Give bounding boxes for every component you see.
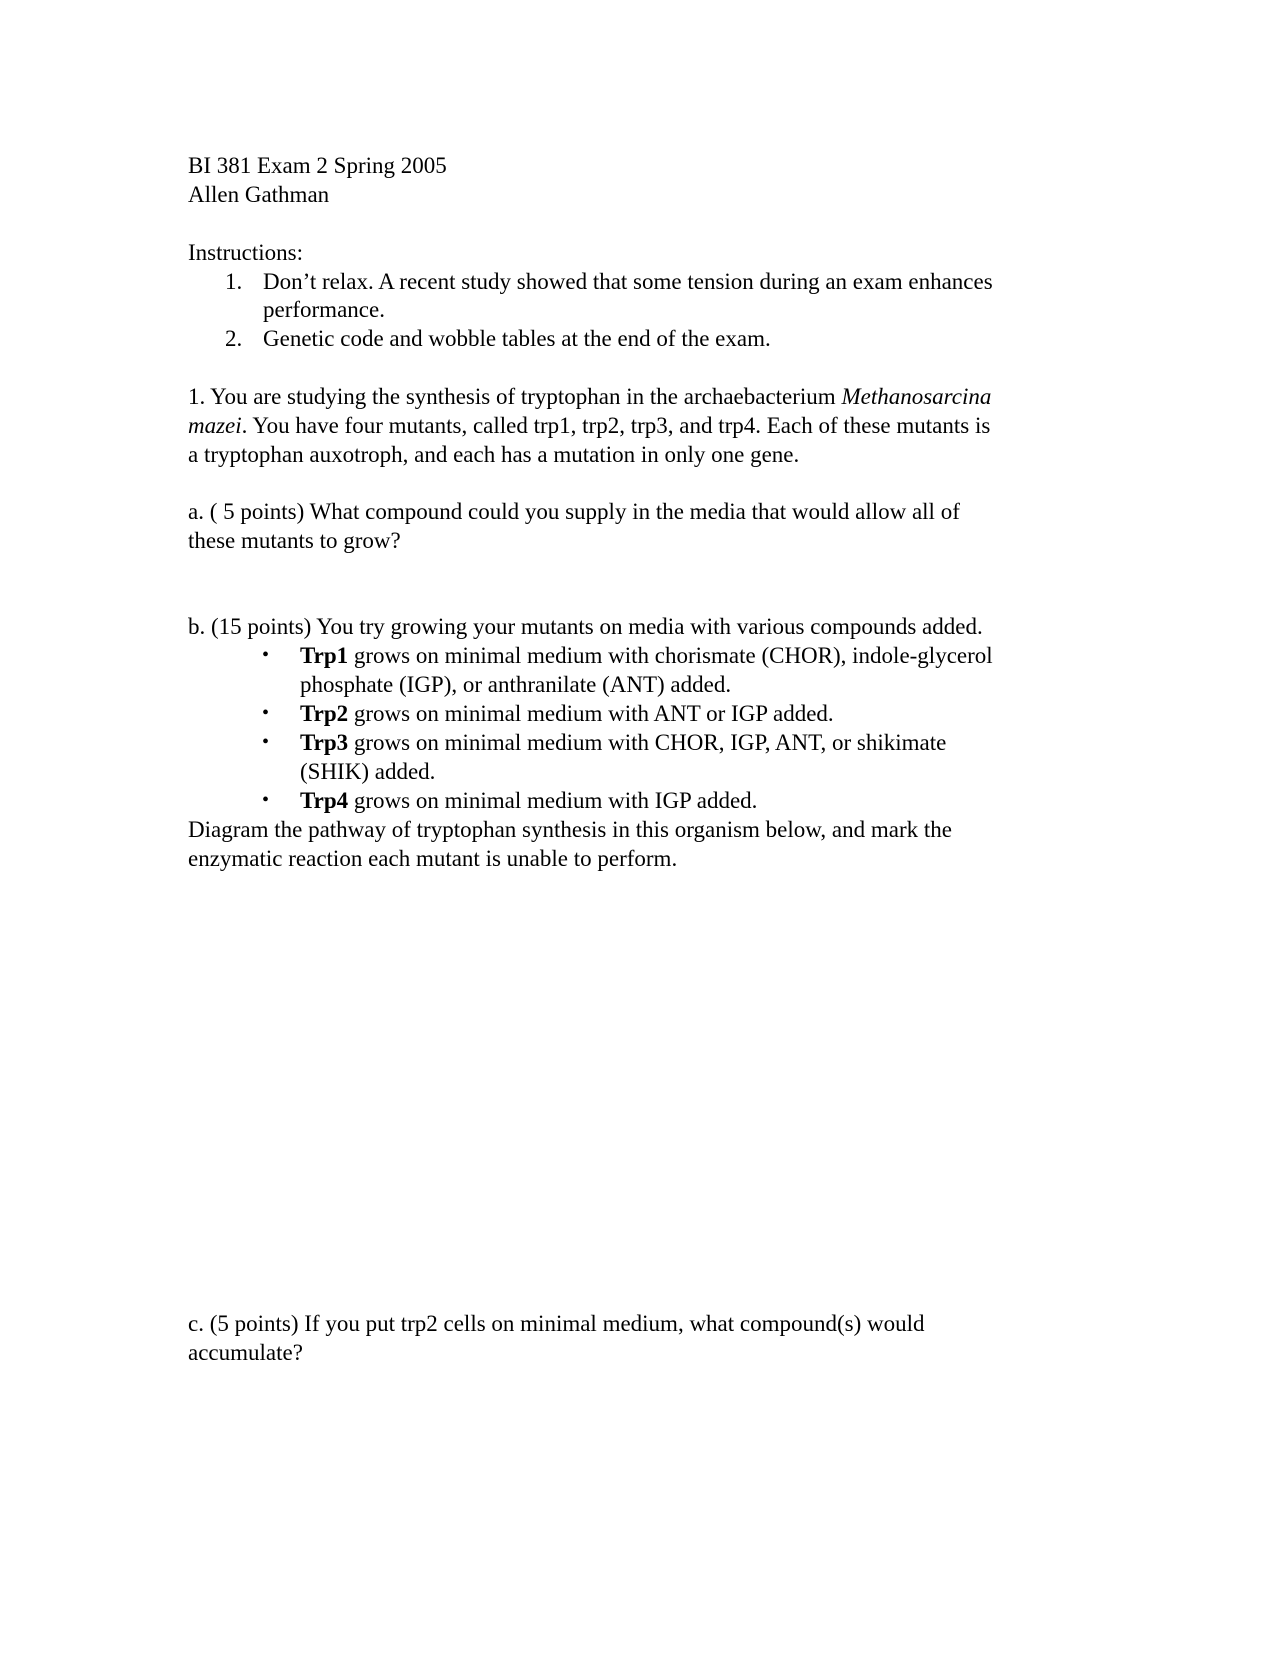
author-name: Allen Gathman <box>188 182 330 207</box>
question-1-line-1 <box>188 382 991 411</box>
course-title: BI 381 Exam 2 Spring 2005 <box>188 153 447 178</box>
bullet-text: grows on minimal medium with ANT or IGP added. <box>348 701 834 726</box>
diagram-instruction-line-1: Diagram the pathway of tryptophan synthesis in this organism below, and mark the <box>188 817 952 842</box>
bullet-item-trp4 <box>300 786 757 815</box>
organism-species: mazei <box>188 413 242 438</box>
answer-space[interactable] <box>188 880 1088 1300</box>
bullet-icon: • <box>262 644 270 666</box>
instruction-text: Genetic code and wobble tables at the end of the exam. <box>263 326 771 351</box>
bullet-text: grows on minimal medium with CHOR, IGP, ANT, or shikimate <box>348 730 947 755</box>
part-b-intro: b. (15 points) You try growing your mutants on media with various compounds added. <box>188 614 983 639</box>
bullet-icon: • <box>262 731 270 753</box>
instruction-text-continued: performance. <box>263 297 385 322</box>
bullet-item-trp3 <box>300 728 946 757</box>
bullet-text-continued: phosphate (IGP), or anthranilate (ANT) added. <box>300 672 732 697</box>
mutant-name: Trp4 <box>300 788 349 813</box>
question-1-text: 1. You are studying the synthesis of tryptophan in the archaebacterium <box>188 384 842 409</box>
bullet-text-continued: (SHIK) added. <box>300 759 436 784</box>
instruction-text: Don’t relax. A recent study showed that some tension during an exam enhances <box>263 269 993 294</box>
instructions-heading: Instructions: <box>188 240 303 265</box>
bullet-text: grows on minimal medium with IGP added. <box>348 788 758 813</box>
question-1-line-3: a tryptophan auxotroph, and each has a mutation in only one gene. <box>188 442 800 467</box>
part-a-line-1: a. ( 5 points) What compound could you supply in the media that would allow all of <box>188 499 960 524</box>
bullet-text: grows on minimal medium with chorismate (CHOR), indole-glycerol <box>348 643 993 668</box>
diagram-instruction-line-2: enzymatic reaction each mutant is unable to perform. <box>188 846 678 871</box>
bullet-icon: • <box>262 702 270 724</box>
instruction-number: 1. <box>225 269 243 294</box>
mutant-name: Trp2 <box>300 701 349 726</box>
instruction-number: 2. <box>225 326 243 351</box>
question-1-text: . You have four mutants, called trp1, trp2, trp3, and trp4. Each of these mutants is <box>241 413 991 438</box>
part-a-line-2: these mutants to grow? <box>188 528 401 553</box>
part-c-line-1: c. (5 points) If you put trp2 cells on minimal medium, what compound(s) would <box>188 1311 925 1336</box>
bullet-item-trp1 <box>300 641 993 670</box>
part-c-line-2: accumulate? <box>188 1340 303 1365</box>
bullet-item-trp2 <box>300 699 834 728</box>
organism-genus: Methanosarcina <box>841 384 992 409</box>
mutant-name: Trp3 <box>300 730 349 755</box>
question-1-line-2 <box>188 411 990 440</box>
mutant-name: Trp1 <box>300 643 349 668</box>
bullet-icon: • <box>262 789 270 811</box>
